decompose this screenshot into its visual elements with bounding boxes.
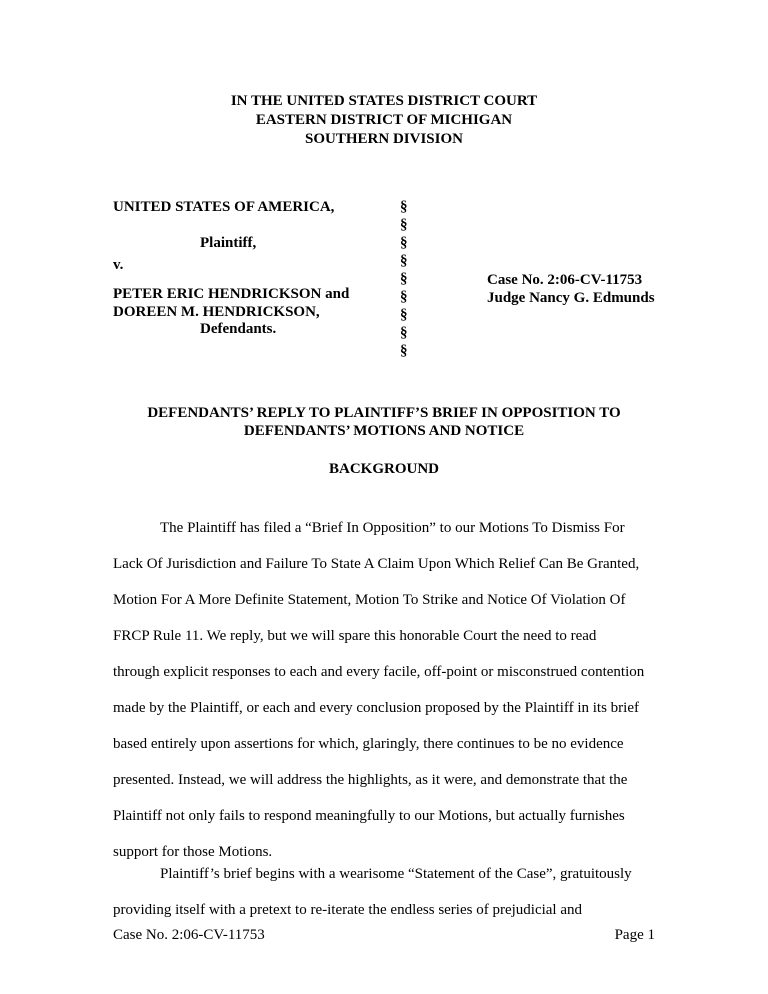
case-caption-details: [487, 271, 655, 307]
defendant-name-line1: PETER ERIC HENDRICKSON and: [113, 286, 350, 302]
versus-label: v.: [113, 257, 124, 273]
body-line: through explicit responses to each and every facile, off-point or misconstrued contention: [113, 664, 645, 680]
section-mark: §: [400, 199, 408, 215]
body-line: Motion For A More Definite Statement, Motion To Strike and Notice Of Violation Of: [113, 592, 626, 608]
court-division-line: SOUTHERN DIVISION: [305, 131, 463, 147]
plaintiff-name: UNITED STATES OF AMERICA,: [113, 199, 335, 215]
footer-page-number: Page 1: [614, 927, 655, 943]
body-line: Lack Of Jurisdiction and Failure To State A Claim Upon Which Relief Can Be Granted,: [113, 556, 640, 572]
document-title-line1: DEFENDANTS’ REPLY TO PLAINTIFF’S BRIEF IN OPPOSITION TO: [147, 405, 621, 421]
body-line: Plaintiff’s brief begins with a wearisome “Statement of the Case”, gratuitously: [160, 866, 632, 882]
footer-case-number: Case No. 2:06-CV-11753: [113, 927, 265, 943]
document-title: [0, 404, 768, 440]
body-line: made by the Plaintiff, or each and every conclusion proposed by the Plaintiff in its brief: [113, 700, 639, 716]
document-title-line2: DEFENDANTS’ MOTIONS AND NOTICE: [243, 423, 525, 439]
court-name-line: IN THE UNITED STATES DISTRICT COURT: [230, 93, 538, 109]
section-mark: §: [400, 253, 408, 269]
judge-name: Judge Nancy G. Edmunds: [487, 290, 655, 306]
court-district-line: EASTERN DISTRICT OF MICHIGAN: [255, 112, 513, 128]
section-mark: §: [400, 217, 408, 233]
section-mark: §: [400, 307, 408, 323]
section-mark: §: [400, 271, 408, 287]
body-line: The Plaintiff has filed a “Brief In Opposition” to our Motions To Dismiss For: [160, 520, 625, 536]
defendant-name-line2: DOREEN M. HENDRICKSON,: [113, 304, 320, 320]
body-line: FRCP Rule 11. We reply, but we will spare this honorable Court the need to read: [113, 628, 597, 644]
section-heading: BACKGROUND: [328, 461, 439, 477]
plaintiff-role: Plaintiff,: [200, 235, 257, 251]
body-line: presented. Instead, we will address the highlights, as it were, and demonstrate that the: [113, 772, 628, 788]
caption-section-marks: [400, 198, 420, 360]
body-line: providing itself with a pretext to re-iterate the endless series of prejudicial and: [113, 902, 583, 918]
body-line: Plaintiff not only fails to respond meaningfully to our Motions, but actually furnishes: [113, 808, 625, 824]
court-heading: [0, 92, 768, 149]
defendant-role: Defendants.: [200, 321, 277, 337]
body-line: support for those Motions.: [113, 844, 273, 860]
section-mark: §: [400, 235, 408, 251]
section-mark: §: [400, 343, 408, 359]
section-mark: §: [400, 289, 408, 305]
case-number: Case No. 2:06-CV-11753: [487, 272, 643, 288]
section-mark: §: [400, 325, 408, 341]
body-line: based entirely upon assertions for which, glaringly, there continues to be no evidence: [113, 736, 624, 752]
